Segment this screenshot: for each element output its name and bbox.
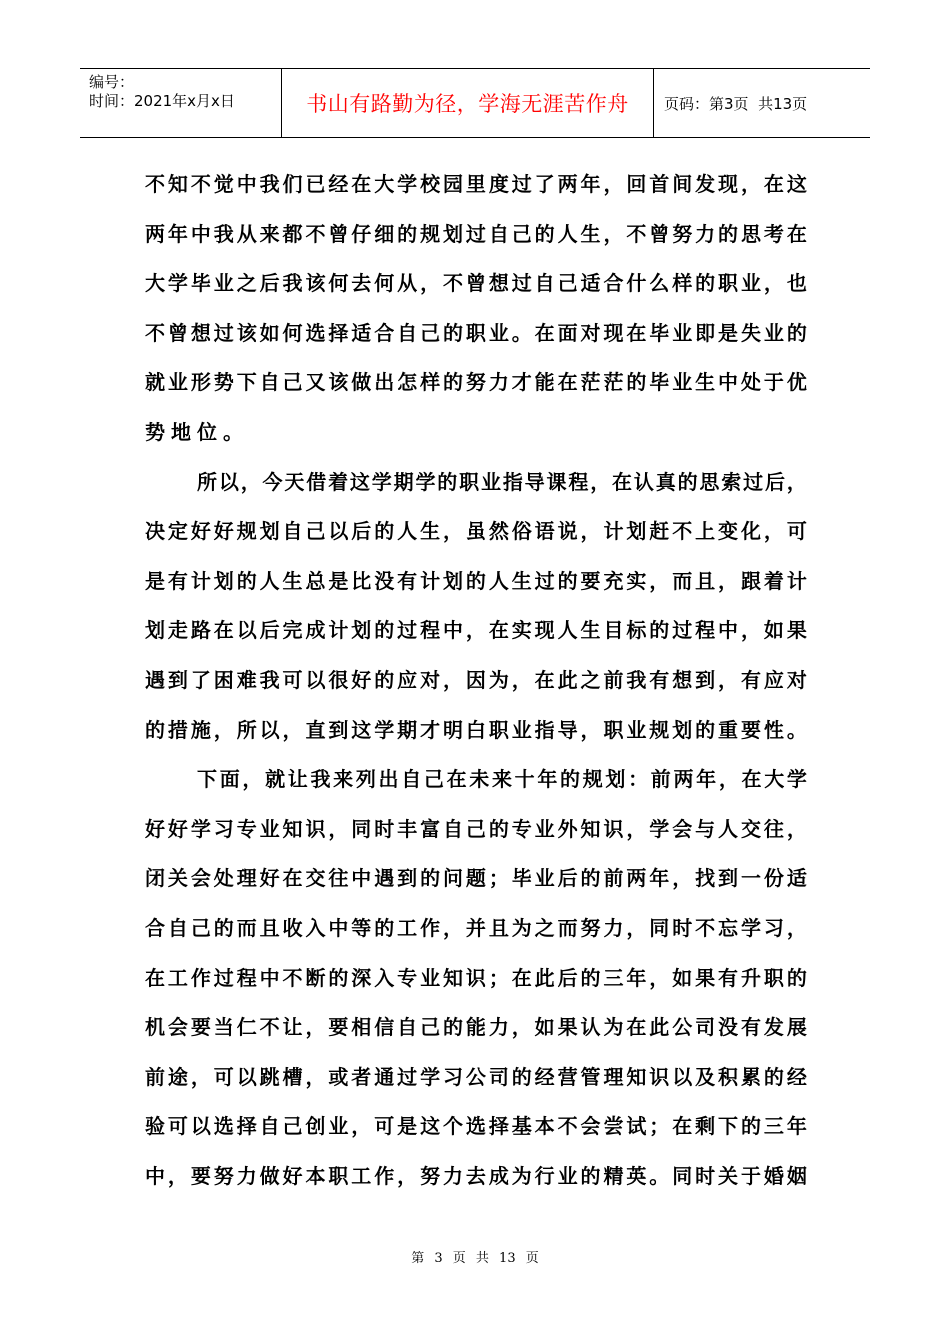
body-line: 就 业 形 势 下 自 己 又 该 做 出 怎 样 的 努 力 才 能 在 茫 茫 的 毕 业 生 中 处 于 优 [145, 370, 807, 395]
body-line: 在 工 作 过 程 中 不 断 的 深 入 专 业 知 识 ； 在 此 后 的 三 年 ， 如 果 有 升 职 的 [145, 965, 807, 990]
document-number-label: 编号： [89, 73, 135, 91]
body-line: 前 途 ， 可 以 跳 槽 ， 或 者 通 过 学 习 公 司 的 经 营 管 理 知 识 以 及 积 累 的 经 [145, 1064, 807, 1089]
body-line: 中 ， 要 努 力 做 好 本 职 工 作 ， 努 力 去 成 为 行 业 的 精 英 。 同 时 关 于 婚 姻 [145, 1163, 807, 1188]
header-motto-cell [282, 69, 654, 137]
body-line: 势 地 位 。 [145, 419, 249, 444]
document-time-label: 时间：2021年x月x日 [89, 92, 235, 110]
body-line: 下 面 ， 就 让 我 来 列 出 自 己 在 未 来 十 年 的 规 划 ： 前 两 年 ， 在 大 学 [197, 767, 807, 792]
body-line: 不 曾 想 过 该 如 何 选 择 适 合 自 己 的 职 业 。 在 面 对 现 在 毕 业 即 是 失 业 的 [145, 320, 807, 345]
document-body [145, 160, 807, 1201]
body-line: 决 定 好 好 规 划 自 己 以 后 的 人 生 ， 虽 然 俗 语 说 ， 计 划 赶 不 上 变 化 ， 可 [145, 519, 807, 544]
header-meta [80, 69, 282, 137]
body-line: 所 以 ， 今 天 借 着 这 学 期 学 的 职 业 指 导 课 程 ， 在 认 真 的 思 索 过 后 ， [197, 469, 807, 494]
body-line: 遇 到 了 困 难 我 可 以 很 好 的 应 对 ， 因 为 ， 在 此 之 前 我 有 想 到 ， 有 应 对 [145, 667, 807, 692]
body-line: 划 走 路 在 以 后 完 成 计 划 的 过 程 中 ， 在 实 现 人 生 目 标 的 过 程 中 ， 如 果 [145, 618, 807, 643]
body-line: 闭 关 会 处 理 好 在 交 往 中 遇 到 的 问 题 ； 毕 业 后 的 前 两 年 ， 找 到 一 份 适 [145, 866, 807, 891]
header-page-info: 页码：第3页 共13页 [664, 94, 808, 113]
page-header [80, 68, 870, 138]
body-line: 不 知 不 觉 中 我 们 已 经 在 大 学 校 园 里 度 过 了 两 年 ， 回 首 间 发 现 ， 在 这 [145, 172, 807, 196]
body-line: 大 学 毕 业 之 后 我 该 何 去 何 从 ， 不 曾 想 过 自 己 适 合 什 么 样 的 职 业 ， 也 [145, 271, 807, 296]
body-line: 的 措 施 ， 所 以 ， 直 到 这 学 期 才 明 白 职 业 指 导 ， 职 业 规 划 的 重 要 性 。 [145, 717, 807, 742]
body-line: 验 可 以 选 择 自 己 创 业 ， 可 是 这 个 选 择 基 本 不 会 尝 试 ； 在 剩 下 的 三 年 [145, 1114, 807, 1139]
body-line: 是 有 计 划 的 人 生 总 是 比 没 有 计 划 的 人 生 过 的 要 充 实 ， 而 且 ， 跟 着 计 [145, 568, 807, 593]
body-line: 两 年 中 我 从 来 都 不 曾 仔 细 的 规 划 过 自 己 的 人 生 ， 不 曾 努 力 的 思 考 在 [145, 221, 807, 246]
body-line: 好 好 学 习 专 业 知 识 ， 同 时 丰 富 自 己 的 专 业 外 知 识 ， 学 会 与 人 交 往 ， [145, 816, 807, 841]
header-motto: 书山有路勤为径，学海无涯苦作舟 [306, 92, 629, 116]
body-line: 合 自 己 的 而 且 收 入 中 等 的 工 作 ， 并 且 为 之 而 努 力 ， 同 时 不 忘 学 习 ， [145, 915, 807, 940]
page-footer: 第 3 页 共 13 页 [411, 1251, 539, 1266]
body-line: 机 会 要 当 仁 不 让 ， 要 相 信 自 己 的 能 力 ， 如 果 认 为 在 此 公 司 没 有 发 展 [145, 1015, 807, 1040]
